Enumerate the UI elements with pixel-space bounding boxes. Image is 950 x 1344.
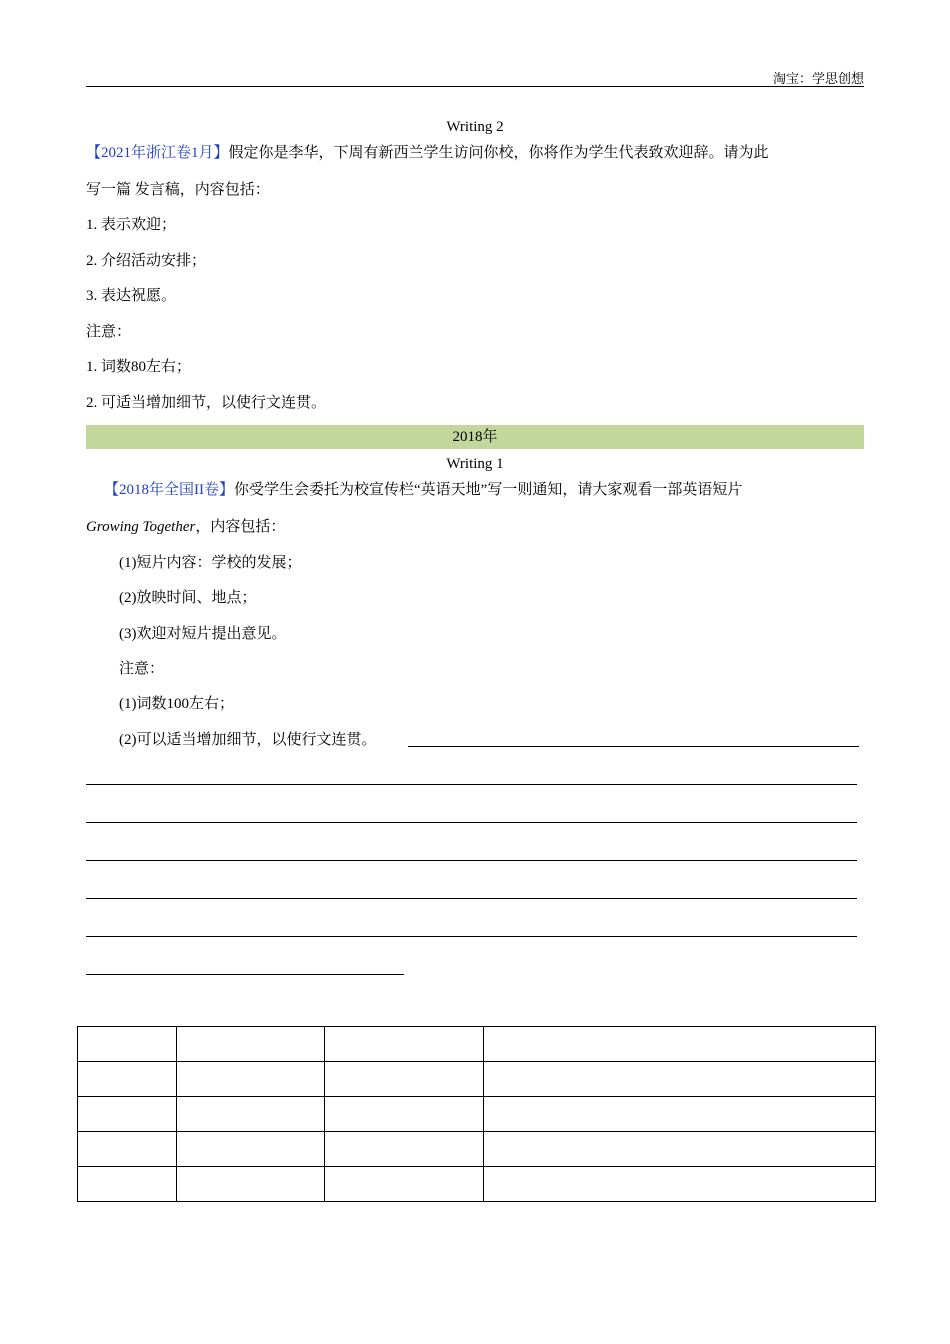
table-cell[interactable] xyxy=(78,1097,177,1132)
table-row xyxy=(78,1062,876,1097)
table-cell[interactable] xyxy=(484,1167,876,1202)
writing1-note-1: (1)词数100左右； xyxy=(119,696,234,712)
table-cell[interactable] xyxy=(325,1027,484,1062)
writing2-item-3: 3. 表达祝愿。 xyxy=(86,288,177,304)
table-cell[interactable] xyxy=(325,1167,484,1202)
writing1-item-1: (1)短片内容：学校的发展； xyxy=(119,555,302,571)
year-band xyxy=(86,425,864,449)
answer-line-1[interactable] xyxy=(408,746,859,747)
answer-line-6[interactable] xyxy=(86,936,857,937)
answer-line-7[interactable] xyxy=(86,974,404,975)
table-cell[interactable] xyxy=(484,1027,876,1062)
table-cell[interactable] xyxy=(484,1097,876,1132)
table-cell[interactable] xyxy=(177,1167,325,1202)
writing2-note-label: 注意： xyxy=(86,324,132,340)
header-text: 淘宝：学思创想 xyxy=(772,71,864,86)
writing1-prompt-line1 xyxy=(104,480,742,500)
writing1-item-3: (3)欢迎对短片提出意见。 xyxy=(119,626,287,642)
answer-line-3[interactable] xyxy=(86,822,857,823)
writing2-prompt-line2: 写一篇 发言稿，内容包括： xyxy=(86,182,270,198)
table-cell[interactable] xyxy=(78,1132,177,1167)
writing1-source-tag: 【2018年全国II卷】 xyxy=(104,482,234,498)
writing2-note-2: 2. 可适当增加细节，以使行文连贯。 xyxy=(86,395,327,411)
table-cell[interactable] xyxy=(325,1062,484,1097)
writing1-item-2: (2)放映时间、地点； xyxy=(119,590,257,606)
writing2-title: Writing 2 xyxy=(446,119,504,135)
answer-table xyxy=(77,1026,876,1202)
table-row xyxy=(78,1097,876,1132)
table-cell[interactable] xyxy=(325,1097,484,1132)
table-cell[interactable] xyxy=(78,1062,177,1097)
writing2-item-2: 2. 介绍活动安排； xyxy=(86,253,207,269)
writing2-prompt-text: 假定你是李华，下周有新西兰学生访问你校，你将作为学生代表致欢迎辞。请为此 xyxy=(228,145,769,161)
table-row xyxy=(78,1167,876,1202)
writing1-prompt-rest: ，内容包括： xyxy=(195,519,286,535)
table-cell[interactable] xyxy=(484,1062,876,1097)
answer-line-4[interactable] xyxy=(86,860,857,861)
writing1-note-2: (2)可以适当增加细节，以使行文连贯。 xyxy=(119,732,377,748)
writing1-prompt-line2 xyxy=(86,517,285,537)
table-cell[interactable] xyxy=(177,1097,325,1132)
table-cell[interactable] xyxy=(177,1027,325,1062)
table-cell[interactable] xyxy=(177,1062,325,1097)
table-cell[interactable] xyxy=(78,1167,177,1202)
answer-line-2[interactable] xyxy=(86,784,857,785)
writing2-item-1: 1. 表示欢迎； xyxy=(86,217,177,233)
table-cell[interactable] xyxy=(177,1132,325,1167)
year-band-label: 2018年 xyxy=(452,429,498,445)
writing1-prompt-text: 你受学生会委托为校宣传栏“英语天地”写一则通知，请大家观看一部英语短片 xyxy=(234,482,743,498)
writing2-note-1: 1. 词数80左右； xyxy=(86,359,192,375)
table-cell[interactable] xyxy=(325,1132,484,1167)
writing2-prompt-line1 xyxy=(86,143,769,163)
answer-line-5[interactable] xyxy=(86,898,857,899)
film-title: Growing Together xyxy=(86,519,196,535)
table-cell[interactable] xyxy=(78,1027,177,1062)
page-header xyxy=(86,66,864,87)
writing1-title: Writing 1 xyxy=(446,456,504,472)
table-cell[interactable] xyxy=(484,1132,876,1167)
table-row xyxy=(78,1027,876,1062)
table-row xyxy=(78,1132,876,1167)
writing1-note-label: 注意： xyxy=(119,661,165,677)
writing2-source-tag: 【2021年浙江卷1月】 xyxy=(86,145,229,161)
